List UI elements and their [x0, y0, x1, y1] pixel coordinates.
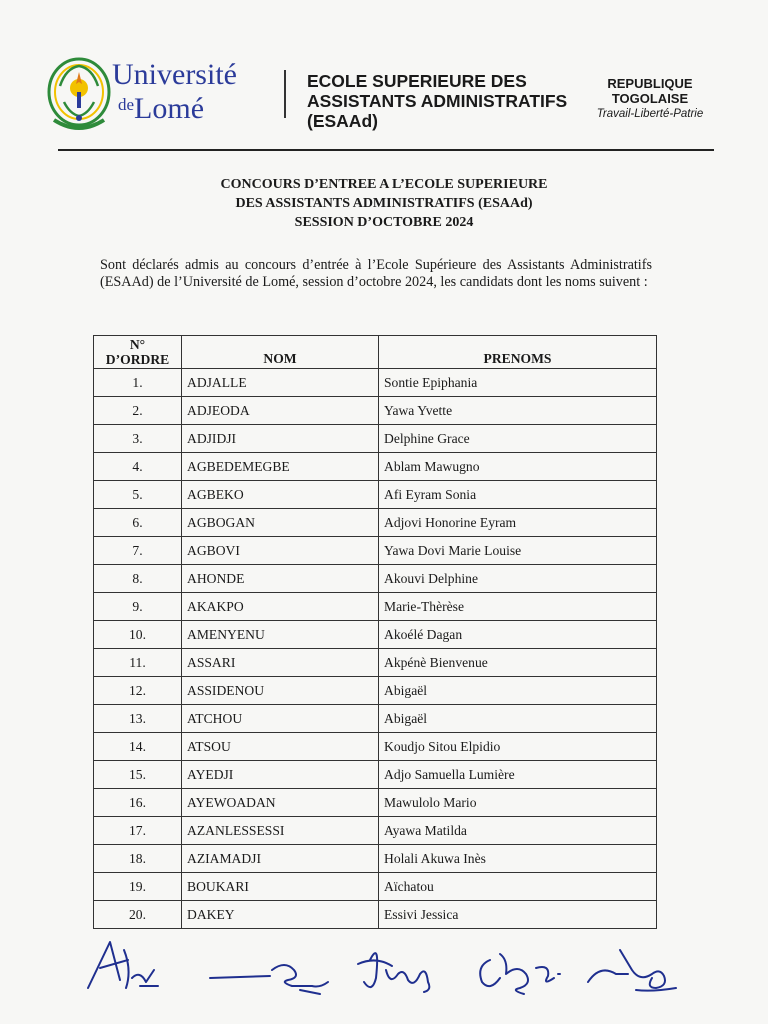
nom-cell: AGBEKO — [182, 481, 379, 509]
prenoms-cell: Holali Akuwa Inès — [379, 845, 657, 873]
table-row — [94, 649, 657, 677]
order-number-cell: 10. — [94, 621, 182, 649]
nom-cell: ATSOU — [182, 733, 379, 761]
header-prenoms: PRENOMS — [379, 336, 657, 369]
prenoms-cell: Yawa Yvette — [379, 397, 657, 425]
table-row — [94, 621, 657, 649]
order-number-cell: 4. — [94, 453, 182, 481]
prenoms-cell: Delphine Grace — [379, 425, 657, 453]
order-number-cell: 3. — [94, 425, 182, 453]
order-number-cell: 2. — [94, 397, 182, 425]
header-rule — [58, 149, 714, 151]
order-number-cell: 9. — [94, 593, 182, 621]
nom-cell: AZANLESSESSI — [182, 817, 379, 845]
order-number-cell: 12. — [94, 677, 182, 705]
table-row — [94, 677, 657, 705]
document-title — [100, 175, 668, 232]
table-row — [94, 705, 657, 733]
table-row — [94, 817, 657, 845]
table-row — [94, 453, 657, 481]
title-line1: CONCOURS D’ENTREE A L’ECOLE SUPERIEURE — [220, 177, 548, 192]
table-row — [94, 425, 657, 453]
intro-paragraph: Sont déclarés admis au concours d’entrée à l’Ecole Supérieure des Assistants Administratifs (ESAAd) de l’Université de Lomé, session d’octobre 2024, les candidats dont les noms suivent : — [100, 257, 652, 290]
signatures — [80, 930, 700, 1000]
nom-cell: ATCHOU — [182, 705, 379, 733]
prenoms-cell: Akouvi Delphine — [379, 565, 657, 593]
nom-cell: ASSARI — [182, 649, 379, 677]
school-name-line3: (ESAAd) — [307, 111, 378, 131]
order-number-cell: 11. — [94, 649, 182, 677]
order-number-cell: 7. — [94, 537, 182, 565]
order-number-cell: 8. — [94, 565, 182, 593]
school-name-line2: ASSISTANTS ADMINISTRATIFS — [307, 91, 568, 111]
prenoms-cell: Akoélé Dagan — [379, 621, 657, 649]
prenoms-cell: Adjovi Honorine Eyram — [379, 509, 657, 537]
table-row — [94, 593, 657, 621]
order-number-cell: 15. — [94, 761, 182, 789]
prenoms-cell: Ablam Mawugno — [379, 453, 657, 481]
university-logo — [46, 56, 266, 136]
prenoms-cell: Abigaël — [379, 677, 657, 705]
prenoms-cell: Essivi Jessica — [379, 901, 657, 929]
nom-cell: DAKEY — [182, 901, 379, 929]
admitted-candidates-table — [93, 335, 657, 929]
nom-cell: ASSIDENOU — [182, 677, 379, 705]
table-row — [94, 901, 657, 929]
nom-cell: AHONDE — [182, 565, 379, 593]
school-name — [307, 71, 567, 131]
table-body — [94, 369, 657, 929]
order-number-cell: 1. — [94, 369, 182, 397]
nom-cell: ADJEODA — [182, 397, 379, 425]
order-number-cell: 5. — [94, 481, 182, 509]
university-name-city: Lomé — [134, 92, 205, 125]
order-number-cell: 18. — [94, 845, 182, 873]
title-line3: SESSION D’OCTOBRE 2024 — [294, 215, 474, 230]
nom-cell: AYEWOADAN — [182, 789, 379, 817]
table-row — [94, 397, 657, 425]
university-name-line2 — [118, 90, 237, 124]
header-nom: NOM — [182, 336, 379, 369]
signature-5 — [588, 950, 676, 991]
school-name-line1: ECOLE SUPERIEURE DES — [307, 71, 527, 91]
table-row — [94, 845, 657, 873]
table-row — [94, 481, 657, 509]
republic-block — [570, 76, 730, 120]
nom-cell: ADJIDJI — [182, 425, 379, 453]
nom-cell: AGBEDEMEGBE — [182, 453, 379, 481]
order-number-cell: 17. — [94, 817, 182, 845]
university-name-de: de — [118, 95, 135, 114]
order-number-cell: 20. — [94, 901, 182, 929]
table-row — [94, 565, 657, 593]
nom-cell: AZIAMADJI — [182, 845, 379, 873]
order-number-cell: 13. — [94, 705, 182, 733]
prenoms-cell: Aïchatou — [379, 873, 657, 901]
table-row — [94, 509, 657, 537]
header-order-number — [94, 336, 182, 369]
prenoms-cell: Akpénè Bienvenue — [379, 649, 657, 677]
table-row — [94, 537, 657, 565]
order-number-cell: 6. — [94, 509, 182, 537]
prenoms-cell: Sontie Epiphania — [379, 369, 657, 397]
title-line2: DES ASSISTANTS ADMINISTRATIFS (ESAAd) — [235, 196, 533, 211]
prenoms-cell: Marie-Thèrèse — [379, 593, 657, 621]
nom-cell: AKAKPO — [182, 593, 379, 621]
nom-cell: AYEDJI — [182, 761, 379, 789]
signature-3 — [358, 953, 429, 992]
table-row — [94, 789, 657, 817]
prenoms-cell: Koudjo Sitou Elpidio — [379, 733, 657, 761]
signature-4 — [480, 954, 560, 994]
prenoms-cell: Abigaël — [379, 705, 657, 733]
table-row — [94, 369, 657, 397]
header-divider — [284, 70, 286, 118]
prenoms-cell: Afi Eyram Sonia — [379, 481, 657, 509]
nom-cell: AMENYENU — [182, 621, 379, 649]
table-row — [94, 761, 657, 789]
university-name-line1: Université — [112, 58, 237, 91]
nom-cell: BOUKARI — [182, 873, 379, 901]
table-header-row — [94, 336, 657, 369]
nom-cell: AGBOVI — [182, 537, 379, 565]
nom-cell: ADJALLE — [182, 369, 379, 397]
table-row — [94, 873, 657, 901]
republic-name: REPUBLIQUE TOGOLAISE — [607, 76, 693, 106]
prenoms-cell: Adjo Samuella Lumière — [379, 761, 657, 789]
nom-cell: AGBOGAN — [182, 509, 379, 537]
prenoms-cell: Ayawa Matilda — [379, 817, 657, 845]
header-order-number-line2: D’ORDRE — [105, 352, 170, 367]
table-row — [94, 733, 657, 761]
order-number-cell: 19. — [94, 873, 182, 901]
order-number-cell: 14. — [94, 733, 182, 761]
university-emblem-icon — [46, 56, 112, 132]
order-number-cell: 16. — [94, 789, 182, 817]
signature-2 — [210, 965, 328, 994]
prenoms-cell: Mawulolo Mario — [379, 789, 657, 817]
republic-motto: Travail-Liberté-Patrie — [596, 108, 704, 120]
signature-1 — [88, 942, 158, 988]
university-name — [112, 60, 237, 124]
header-order-number-line1: N° — [129, 337, 146, 352]
prenoms-cell: Yawa Dovi Marie Louise — [379, 537, 657, 565]
